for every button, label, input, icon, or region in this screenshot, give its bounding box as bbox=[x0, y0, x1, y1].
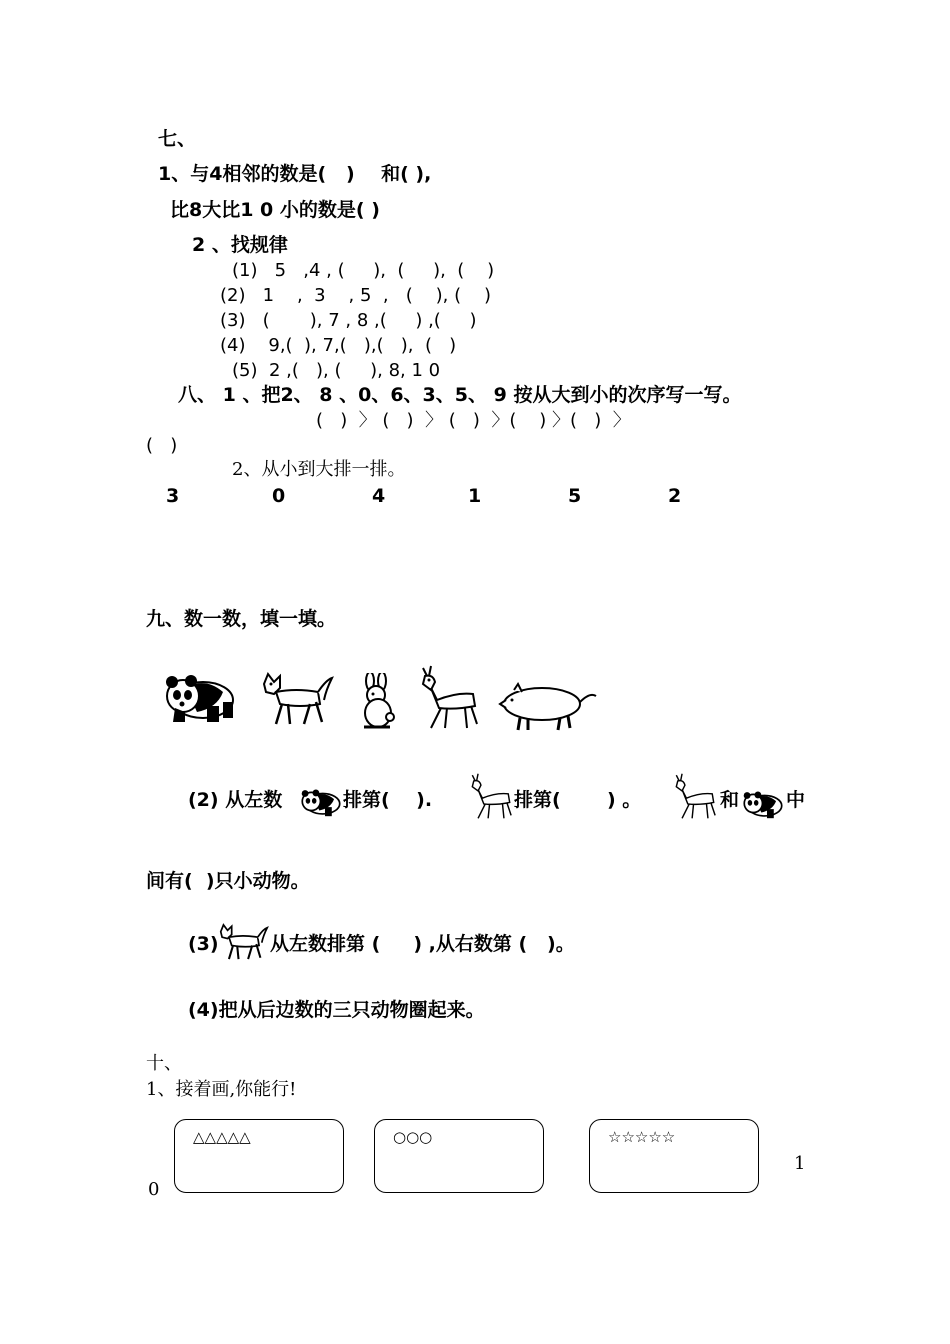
question-9-2-rank: 排第( ). bbox=[343, 789, 433, 811]
page-number-left: 0 bbox=[148, 1179, 160, 1200]
pig-icon bbox=[498, 682, 598, 734]
drawing-box-triangles bbox=[174, 1119, 344, 1193]
question-9-2-start: (2) 从左数 bbox=[188, 789, 283, 811]
number-5: 5 bbox=[568, 485, 582, 507]
question-10-1: 1、接着画,你能行! bbox=[146, 1079, 297, 1100]
fox-icon bbox=[218, 922, 270, 962]
question-9-2-and: 和 bbox=[720, 789, 740, 811]
pattern-3: (3) ( ), 7 , 8 ,( ) ,( ) bbox=[220, 310, 477, 331]
panda-icon bbox=[742, 786, 784, 822]
question-7-1b: 比8大比1 0 小的数是( ) bbox=[170, 199, 380, 221]
number-2: 0 bbox=[272, 485, 286, 507]
pattern-4: (4) 9,( ), 7,( ),( ), ( ) bbox=[220, 335, 457, 356]
question-9-2-end: 间有( )只小动物。 bbox=[146, 870, 310, 892]
question-9-2-middle: 中 bbox=[786, 789, 806, 811]
section-10-title: 十、 bbox=[146, 1053, 182, 1074]
deer-icon bbox=[672, 768, 718, 824]
number-6: 2 bbox=[668, 485, 682, 507]
fox-icon bbox=[260, 670, 336, 728]
star-pattern: ☆☆☆☆☆ bbox=[608, 1128, 676, 1146]
number-4: 1 bbox=[468, 485, 482, 507]
triangle-pattern: △△△△△ bbox=[193, 1128, 251, 1146]
section-7-title: 七、 bbox=[158, 128, 197, 150]
question-8-1: 八、 1 、把2、 8 、0、6、3、5、 9 按从大到小的次序写一写。 bbox=[178, 384, 742, 406]
panda-icon bbox=[163, 668, 237, 726]
question-9-4: (4)把从后边数的三只动物圈起来。 bbox=[188, 999, 485, 1021]
pattern-1: (1) 5 ,4 , ( ), ( ), ( ) bbox=[232, 260, 495, 281]
page-number-right: 1 bbox=[794, 1153, 806, 1174]
panda-icon bbox=[300, 784, 342, 820]
number-1: 3 bbox=[166, 485, 180, 507]
rabbit-icon bbox=[356, 673, 400, 731]
section-9-title: 九、数一数，填一填。 bbox=[146, 608, 337, 630]
deer-icon bbox=[417, 662, 481, 732]
circle-pattern: ○○○ bbox=[393, 1128, 433, 1146]
order-row: ( ) 〉 ( ) 〉 ( ) 〉( ) 〉( ) 〉 bbox=[316, 410, 631, 431]
question-9-2-rank2: 排第( ) 。 bbox=[514, 789, 642, 811]
pattern-5: (5) 2 ,( ), ( ), 8, 1 0 bbox=[232, 360, 441, 381]
deer-icon bbox=[468, 768, 514, 824]
question-8-2: 2、从小到大排一排。 bbox=[232, 459, 406, 480]
order-last: ( ) bbox=[146, 435, 178, 456]
drawing-box-circles bbox=[374, 1119, 544, 1193]
drawing-box-stars bbox=[589, 1119, 759, 1193]
question-9-3-text: 从左数排第 ( ) ,从右数第 ( )。 bbox=[270, 933, 575, 955]
pattern-2: (2) 1 , 3 , 5 , ( ), ( ) bbox=[220, 285, 492, 306]
question-7-1a: 1、与4相邻的数是( ) 和( ), bbox=[158, 163, 432, 185]
question-9-3-label: (3) bbox=[188, 933, 219, 955]
number-3: 4 bbox=[372, 485, 386, 507]
question-7-2: 2 、找规律 bbox=[192, 234, 288, 256]
